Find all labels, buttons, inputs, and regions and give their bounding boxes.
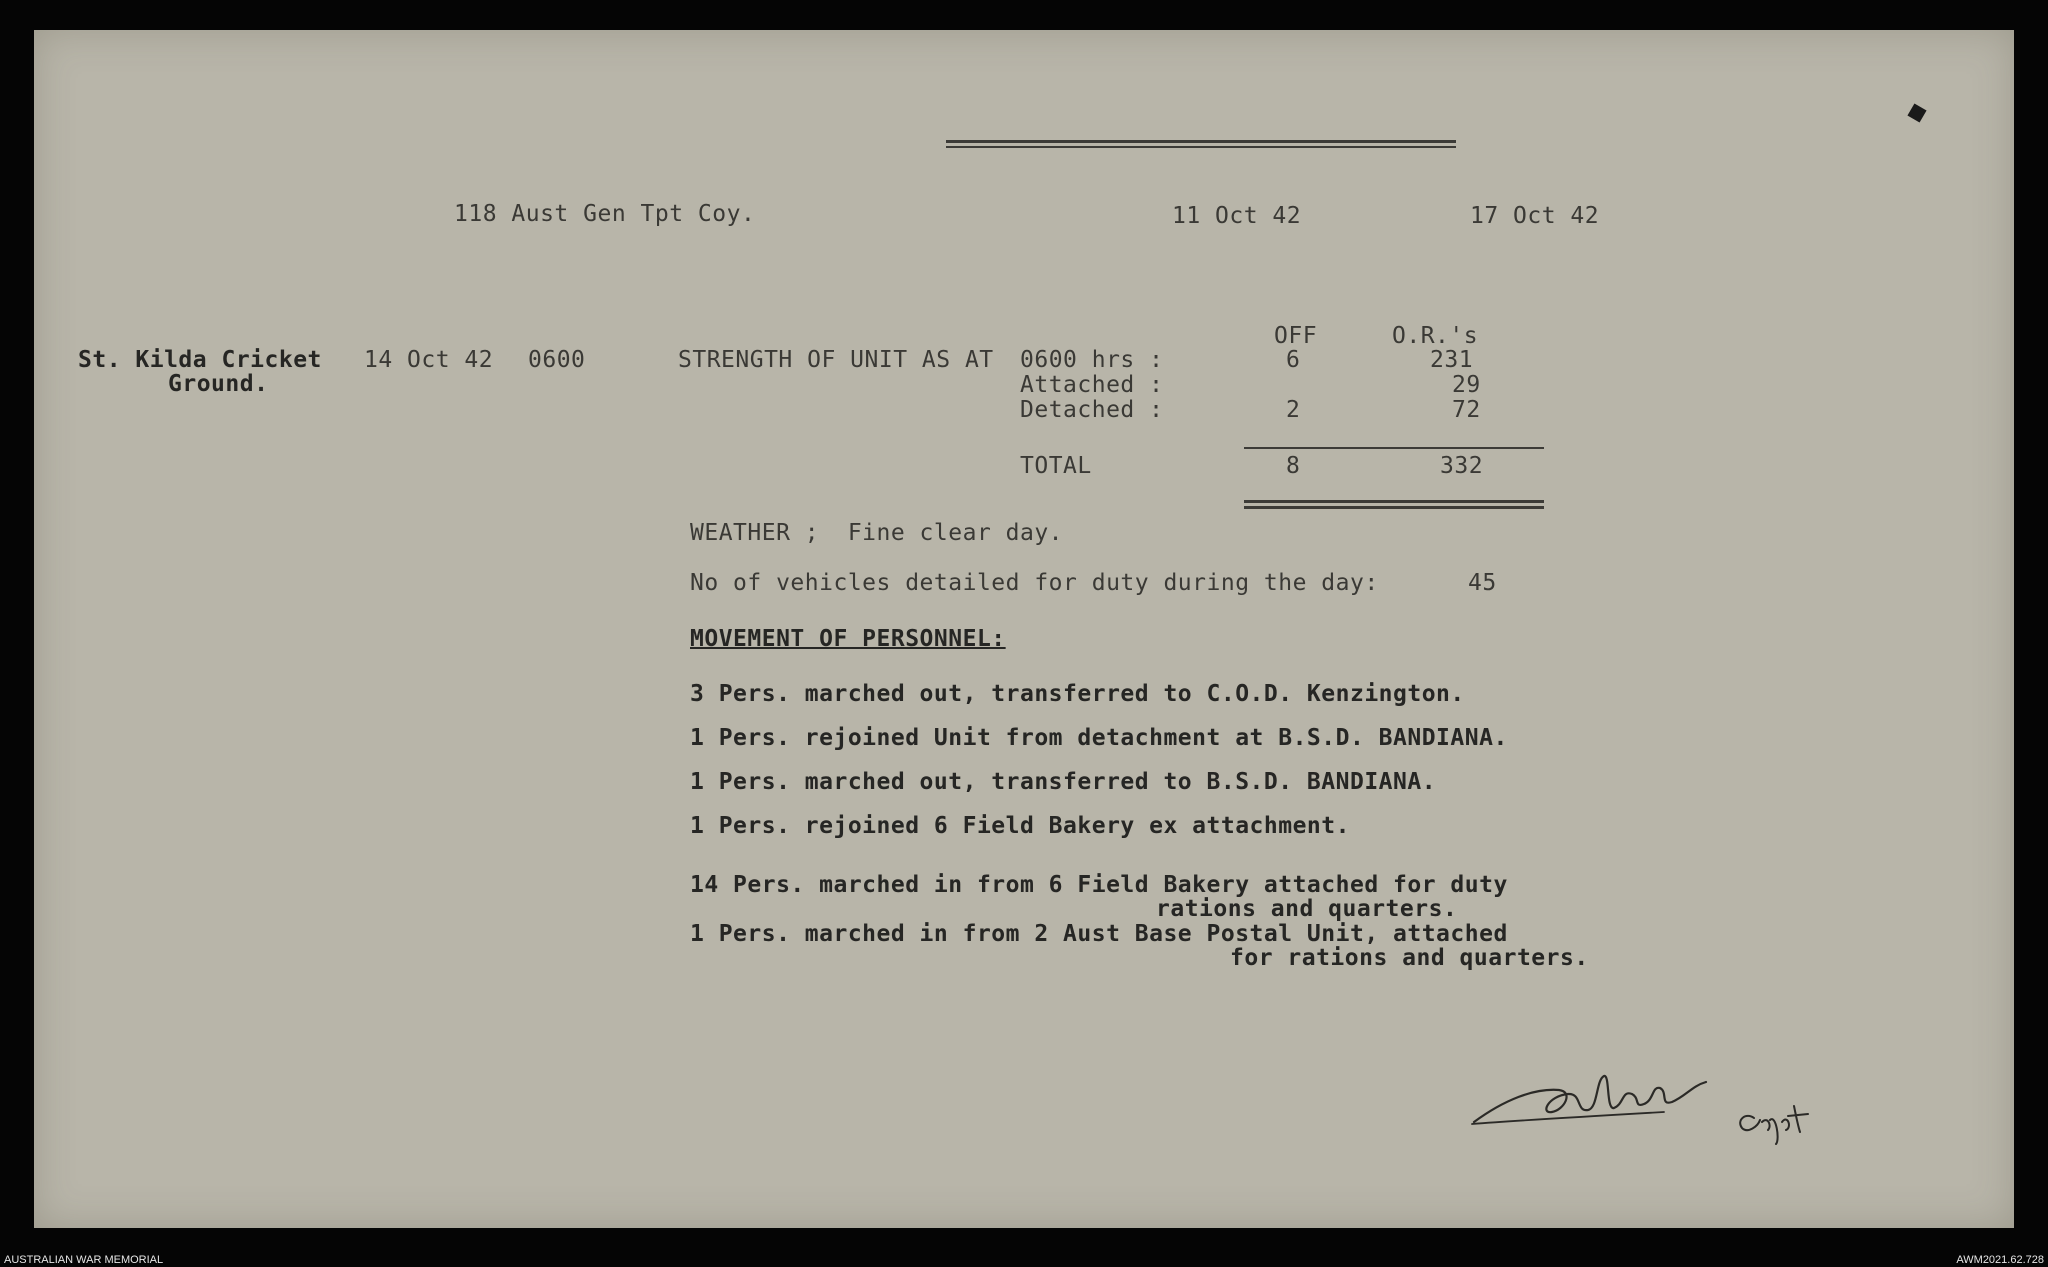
vehicles-value: 45 [1468,570,1497,596]
col-ors-header: O.R.'s [1392,323,1479,349]
movement-line-continued: for rations and quarters. [1230,945,1589,971]
row-label: 0600 hrs : [1020,347,1164,373]
weather-line: WEATHER ; Fine clear day. [690,520,1064,546]
entry-time: 0600 [528,347,586,373]
date-from: 11 Oct 42 [1172,203,1302,229]
date-to: 17 Oct 42 [1470,203,1600,229]
movement-line: 14 Pers. marched in from 6 Field Bakery attached for duty [690,872,1508,898]
total-double-rule [1244,500,1544,503]
footer-right: AWM2021.62.728 [1956,1254,2044,1266]
movement-heading: MOVEMENT OF PERSONNEL: [690,626,1006,652]
row-ors: 231 [1430,347,1474,373]
movement-line: 1 Pers. marched out, transferred to B.S.D. BANDIANA. [690,769,1437,795]
strength-heading: STRENGTH OF UNIT AS AT [678,347,994,373]
total-label: TOTAL [1020,453,1092,479]
row-off: 6 [1286,347,1301,373]
row-label: Detached : [1020,397,1164,423]
vehicles-label: No of vehicles detailed for duty during the day: [690,570,1379,596]
total-off: 8 [1286,453,1301,479]
header-rule [946,140,1456,143]
document-page [34,30,2014,1228]
movement-line: 1 Pers. marched in from 2 Aust Base Postal Unit, attached [690,921,1508,947]
total-double-rule-second [1244,506,1544,509]
total-rule [1244,447,1544,449]
movement-line: 1 Pers. rejoined 6 Field Bakery ex attachment. [690,813,1350,839]
row-ors: 72 [1452,397,1481,423]
place-line-2: Ground. [168,371,269,397]
header-rule-second [946,146,1456,148]
movement-line: 3 Pers. marched out, transferred to C.O.D. Kenzington. [690,681,1465,707]
movement-line: 1 Pers. rejoined Unit from detachment at B.S.D. BANDIANA. [690,725,1508,751]
movement-line-continued: rations and quarters. [1156,896,1458,922]
punch-hole-mark [1907,103,1926,122]
unit-name: 118 Aust Gen Tpt Coy. [454,201,756,227]
total-ors: 332 [1440,453,1484,479]
row-off: 2 [1286,397,1301,423]
entry-date: 14 Oct 42 [364,347,494,373]
signature [1464,1040,1884,1150]
row-ors: 29 [1452,372,1481,398]
row-label: Attached : [1020,372,1164,398]
footer-left: AUSTRALIAN WAR MEMORIAL [4,1254,164,1266]
place-line-1: St. Kilda Cricket [78,347,322,373]
col-off-header: OFF [1274,323,1318,349]
